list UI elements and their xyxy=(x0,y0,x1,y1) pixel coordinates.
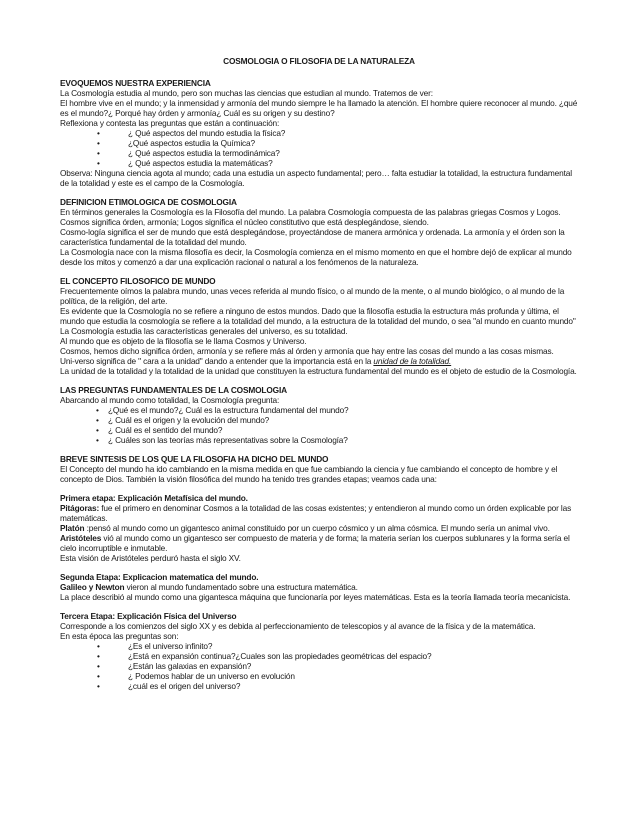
section-sintesis xyxy=(60,454,578,484)
bold-name: Galileo y Newton xyxy=(60,582,125,592)
paragraph: En esta época las preguntas son: xyxy=(60,631,179,641)
section-tercera-etapa xyxy=(60,611,578,691)
list-item: • ¿ Qué aspectos del mundo estudia la física? xyxy=(60,128,578,138)
paragraph: En términos generales la Cosmología es la Filosofía del mundo. La palabra Cosmología compuesta de las palabras griegas Cosmos y Logos. Cosmos significa órden, armonía; Logos significa el núcleo constitutivo que está desplegándose, siendo. xyxy=(60,207,561,227)
list-item: • ¿ Qué aspectos estudia la matemáticas? xyxy=(60,158,578,168)
bullet-list xyxy=(60,641,578,691)
paragraph: El hombre vive en el mundo; y la inmensidad y armonía del mundo siempre le ha llamado la atención. El hombre quiere reconocer al mundo. ¿qué es el mundo?¿ Porqué hay órden y armonía¿ Cuál es su origen y su destino? xyxy=(60,98,578,118)
list-item: • ¿ Cuáles son las teorías más representativas sobre la Cosmología? xyxy=(60,435,578,445)
section-preguntas xyxy=(60,385,578,445)
section-heading: DEFINICION ETIMOLOGICA DE COSMOLOGIA xyxy=(60,197,237,207)
paragraph: El Concepto del mundo ha ido cambiando en la misma medida en que fue cambiando la ciencia y fue cambiando el concepto de hombre y el concepto de Dios. También la visión filosófica del mundo ha tenido tres grandes etapas; veamos cada una: xyxy=(60,464,558,484)
text-run: :pensó al mundo como un gigantesco animal constituido por un cuerpo cósmico y un alma cósmica. El mundo sería un animal vivo. xyxy=(84,523,550,533)
list-item: • ¿ Qué aspectos estudia la termodinámica? xyxy=(60,148,578,158)
bullet-list xyxy=(60,128,578,168)
paragraph: Es evidente que la Cosmología no se refiere a ninguno de estos mundos. Dado que la filosofía estudia la estructura más profunda y última, el mundo que estudia la cosmología se refiere a la totalidad del mundo, a la estructura de la totalidad del mundo, o sea "al mundo en cuanto mundo" La Cosmología estudia las características generales del universo, es su totalidad. xyxy=(60,306,576,336)
bold-name: Pitágoras: xyxy=(60,503,100,513)
list-item: • ¿ Cuál es el sentido del mundo? xyxy=(60,425,578,435)
paragraph: La Cosmología estudia al mundo, pero son muchas las ciencias que estudian al mundo. Tratemos de ver: xyxy=(60,88,433,98)
section-heading: LAS PREGUNTAS FUNDAMENTALES DE LA COSMOLOGIA xyxy=(60,385,287,395)
bold-name: Platón xyxy=(60,523,85,533)
text-run: Uni-verso significa de " cara a la unidad" dando a entender que la importancia está en la xyxy=(60,356,374,366)
list-item: • ¿Están las galaxias en expansión? xyxy=(60,661,578,671)
section-concepto xyxy=(60,276,578,376)
section-segunda-etapa xyxy=(60,572,578,602)
section-definicion xyxy=(60,197,578,267)
bullet-list xyxy=(60,405,578,445)
list-item: • ¿ Podemos hablar de un universo en evolución xyxy=(60,671,578,681)
text-run: vieron al mundo fundamentado sobre una estructura matemática. xyxy=(124,582,358,592)
section-primera-etapa xyxy=(60,493,578,563)
section-experiencia xyxy=(60,78,578,188)
paragraph: Observa: Ninguna ciencia agota al mundo; cada una estudia un aspecto fundamental; pero… falta estudiar la totalidad, la estructura fundamental de la totalidad y este es el campo de la Cosmología. xyxy=(60,168,572,188)
list-item: • ¿Está en expansión continua?¿Cuales son las propiedades geométricas del espacio? xyxy=(60,651,578,661)
list-item: • ¿Es el universo infinito? xyxy=(60,641,578,651)
section-heading: EVOQUEMOS NUESTRA EXPERIENCIA xyxy=(60,78,211,88)
section-heading: BREVE SINTESIS DE LOS QUE LA FILOSOFIA HA DICHO DEL MUNDO xyxy=(60,454,329,464)
paragraph: Abarcando al mundo como totalidad, la Cosmología pregunta: xyxy=(60,395,280,405)
paragraph: Cosmos, hemos dicho significa órden, armonía y se refiere más al órden y armonía que hay entre las cosas del mundo a las cosas mismas. xyxy=(60,346,554,356)
paragraph: La unidad de la totalidad y la totalidad de la unidad que constituyen la estructura fundamental del mundo es el objeto de estudio de la Cosmología. xyxy=(60,366,577,376)
list-item: • ¿ Cuál es el origen y la evolución del mundo? xyxy=(60,415,578,425)
paragraph xyxy=(60,503,578,523)
paragraph: Al mundo que es objeto de la filosofía se le llama Cosmos y Universo. xyxy=(60,336,307,346)
paragraph: Esta visión de Aristóteles perduró hasta el siglo XV. xyxy=(60,553,241,563)
paragraph xyxy=(60,582,578,592)
paragraph xyxy=(60,356,578,366)
emphasis-text: unidad de la totalidad. xyxy=(373,356,452,366)
text-run: vió al mundo como un gigantesco ser compuesto de materia y de forma; la materia serían los cuerpos sublunares y la forma sería el cielo incorruptible e inmutable. xyxy=(60,533,570,553)
paragraph: La Cosmología nace con la misma filosofía es decir, la Cosmología comienza en el mismo momento en que el hombre dejó de explicar al mundo desde los mitos y comenzó a dar una explicación racional o natural a los fenómenos de la naturaleza. xyxy=(60,247,572,267)
document-title: COSMOLOGIA O FILOSOFIA DE LA NATURALEZA xyxy=(223,56,415,66)
list-item: • ¿Qué aspectos estudia la Química? xyxy=(60,138,578,148)
bold-name: Aristóteles xyxy=(60,533,102,543)
section-heading: Primera etapa: Explicación Metafísica del mundo. xyxy=(60,493,248,503)
list-item: • ¿Qué es el mundo?¿ Cuál es la estructura fundamental del mundo? xyxy=(60,405,578,415)
section-heading: Tercera Etapa: Explicación Física del Universo xyxy=(60,611,237,621)
paragraph: La place describió al mundo como una gigantesca máquina que funcionaría por leyes matemáticas. Esta es la teoría llamada teoría mecanicista. xyxy=(60,592,571,602)
paragraph xyxy=(60,523,578,533)
list-item: • ¿cuál es el origen del universo? xyxy=(60,681,578,691)
paragraph: Frecuentemente oímos la palabra mundo, unas veces referida al mundo físico, o al mundo de la mente, o al mundo biológico, o al mundo de la política, de la religión, del arte. xyxy=(60,286,565,306)
text-run: fue el primero en denominar Cosmos a la totalidad de las cosas existentes; y entendieron al mundo como un órden explicable por las matemáticas. xyxy=(60,503,572,523)
paragraph: Cosmo-logía significa el ser de mundo que está desplegándose, proyectándose de manera armónica y ordenada. La armonía y el órden son la característica fundamental de la totalidad del mundo. xyxy=(60,227,565,247)
paragraph: Corresponde a los comienzos del siglo XX y es debida al perfeccionamiento de telescopios y al avance de la física y de la matemática. xyxy=(60,621,536,631)
paragraph: Reflexiona y contesta las preguntas que están a continuación: xyxy=(60,118,280,128)
section-heading: EL CONCEPTO FILOSOFICO DE MUNDO xyxy=(60,276,216,286)
section-heading: Segunda Etapa: Explicacion matematica del mundo. xyxy=(60,572,259,582)
paragraph xyxy=(60,533,578,553)
